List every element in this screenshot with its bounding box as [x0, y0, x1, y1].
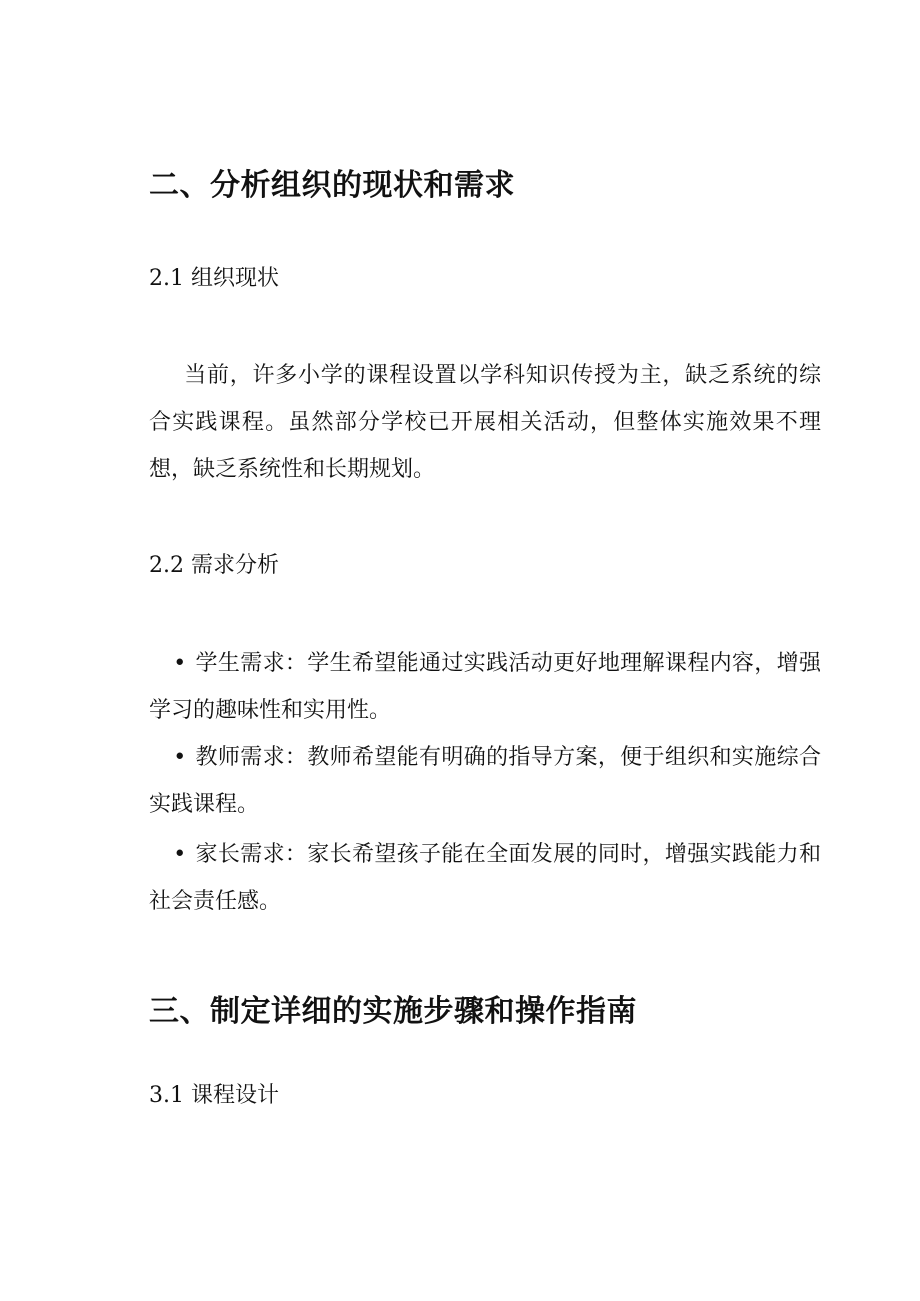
bullet-text: 学生需求：学生希望能通过实践活动更好地理解课程内容，增强学习的趣味性和实用性。	[149, 651, 821, 723]
paragraph-current-status: 当前，许多小学的课程设置以学科知识传授为主，缺乏系统的综合实践课程。虽然部分学校已开展相关活动，但整体实施效果不理想，缺乏系统性和长期规划。	[149, 363, 821, 482]
bullet-text: 家长需求：家长希望孩子能在全面发展的同时，增强实践能力和社会责任感。	[149, 842, 821, 914]
bullet-dot: •	[173, 745, 187, 770]
subsection-title-2-2: 2.2 需求分析	[149, 553, 279, 578]
subsection-title-3-1: 3.1 课程设计	[149, 1083, 279, 1108]
subsection-title-2-1: 2.1 组织现状	[149, 266, 279, 291]
bullet-item-teacher-needs	[149, 734, 821, 828]
bullet-dot: •	[173, 842, 187, 867]
bullet-text: 教师需求：教师希望能有明确的指导方案，便于组织和实施综合实践课程。	[149, 745, 821, 817]
bullet-dot: •	[173, 651, 187, 676]
bullet-item-student-needs	[149, 640, 821, 734]
section-heading-2: 二、分析组织的现状和需求	[149, 168, 515, 203]
bullet-item-parent-needs	[149, 831, 821, 925]
section-heading-3: 三、制定详细的实施步骤和操作指南	[149, 994, 637, 1029]
